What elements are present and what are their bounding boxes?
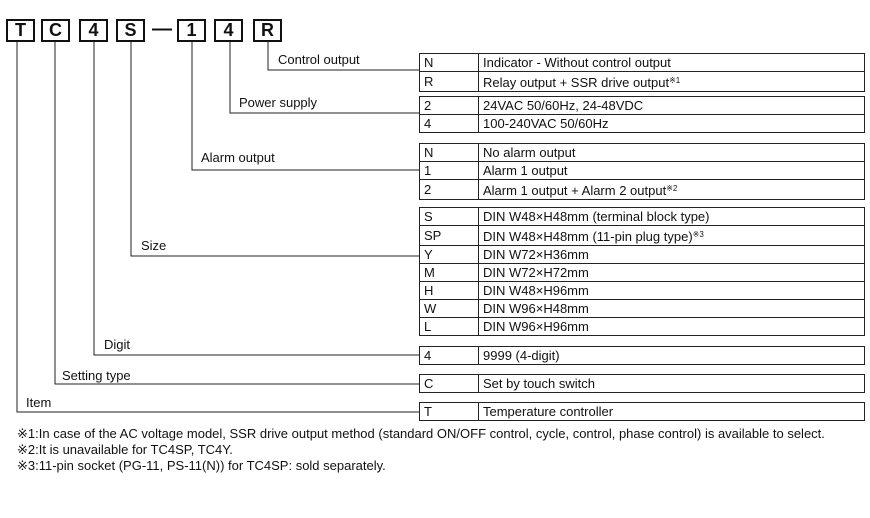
footnote-text: In case of the AC voltage model, SSR drive output method (standard ON/OFF control, cycle, control, phase control) is available to select. [38,426,825,441]
table-digit [419,346,865,365]
footnote-text: It is unavailable for TC4SP, TC4Y. [38,442,233,457]
footnotes [17,426,839,474]
table-row [420,282,865,300]
option-code: M [420,264,479,282]
label-control-output: Control output [278,52,360,67]
code-char: T [15,20,26,40]
connector-setting-type [55,42,419,384]
label-size: Size [141,238,167,253]
option-desc: Relay output + SSR drive output$^{※1}$ [479,72,865,92]
table-row [420,144,865,162]
connector-item [17,42,419,412]
table-row [420,226,865,246]
footnote-mark: ※3: [17,458,39,473]
option-code: 4 [420,347,479,365]
table-row [420,208,865,226]
footnote [17,458,839,474]
footnote [17,426,839,442]
option-desc: DIN W48×H48mm (terminal block type) [479,208,865,226]
footnote-text: 11-pin socket (PG-11, PS-11(N)) for TC4SP: sold separately. [38,458,386,473]
option-desc: DIN W48×H48mm (11-pin plug type)$^{※3}$ [479,226,865,246]
option-desc: No alarm output [479,144,865,162]
option-desc: Alarm 1 output + Alarm 2 output$^{※2}$ [479,180,865,200]
option-code: SP [420,226,479,246]
option-desc: DIN W48×H96mm [479,282,865,300]
label-power-supply: Power supply [239,95,318,110]
option-desc: DIN W72×H72mm [479,264,865,282]
footnote-mark: ※2: [17,442,39,457]
code-char: 4 [88,20,99,40]
table-row [420,264,865,282]
option-code: W [420,300,479,318]
option-desc: Indicator - Without control output [479,54,865,72]
footnote-mark: ※3 [692,230,704,239]
option-code: H [420,282,479,300]
table-control-output [419,53,865,92]
table-row [420,180,865,200]
option-desc: Set by touch switch [479,375,865,393]
option-code: N [420,54,479,72]
connector-size [131,42,419,256]
option-desc: 9999 (4-digit) [479,347,865,365]
table-item [419,402,865,421]
table-row [420,162,865,180]
label-digit: Digit [104,337,131,352]
code-char: 1 [186,20,197,40]
option-code: 1 [420,162,479,180]
option-desc: DIN W96×H96mm [479,318,865,336]
option-code: T [420,403,479,421]
option-code: R [420,72,479,92]
code-char: R [261,20,274,40]
option-code: 4 [420,115,479,133]
option-code: 2 [420,180,479,200]
code-char: C [49,20,62,40]
code-char: S [124,20,137,40]
table-row [420,54,865,72]
option-code: C [420,375,479,393]
table-row [420,246,865,264]
table-row [420,375,865,393]
code-char: 4 [223,20,234,40]
option-code: 2 [420,97,479,115]
table-alarm-output [419,143,865,200]
label-item: Item [26,395,52,410]
table-row [420,318,865,336]
code-dash: — [152,18,172,40]
footnote [17,442,839,458]
table-size [419,207,865,336]
option-desc: DIN W72×H36mm [479,246,865,264]
option-code: Y [420,246,479,264]
option-desc: 24VAC 50/60Hz, 24-48VDC [479,97,865,115]
option-desc: Alarm 1 output [479,162,865,180]
table-row [420,72,865,92]
option-code: S [420,208,479,226]
label-setting-type: Setting type [62,368,131,383]
footnote-mark: ※1 [669,76,681,85]
table-setting-type [419,374,865,393]
option-desc: Temperature controller [479,403,865,421]
footnote-mark: ※1: [17,426,39,441]
option-desc: DIN W96×H48mm [479,300,865,318]
label-alarm-output: Alarm output [201,150,275,165]
footnote-mark: ※2 [666,184,678,193]
table-row [420,97,865,115]
option-desc: 100-240VAC 50/60Hz [479,115,865,133]
table-row [420,300,865,318]
option-code: N [420,144,479,162]
table-row [420,115,865,133]
option-code: L [420,318,479,336]
connector-digit [94,42,419,355]
table-row [420,347,865,365]
table-row [420,403,865,421]
table-power-supply [419,96,865,133]
